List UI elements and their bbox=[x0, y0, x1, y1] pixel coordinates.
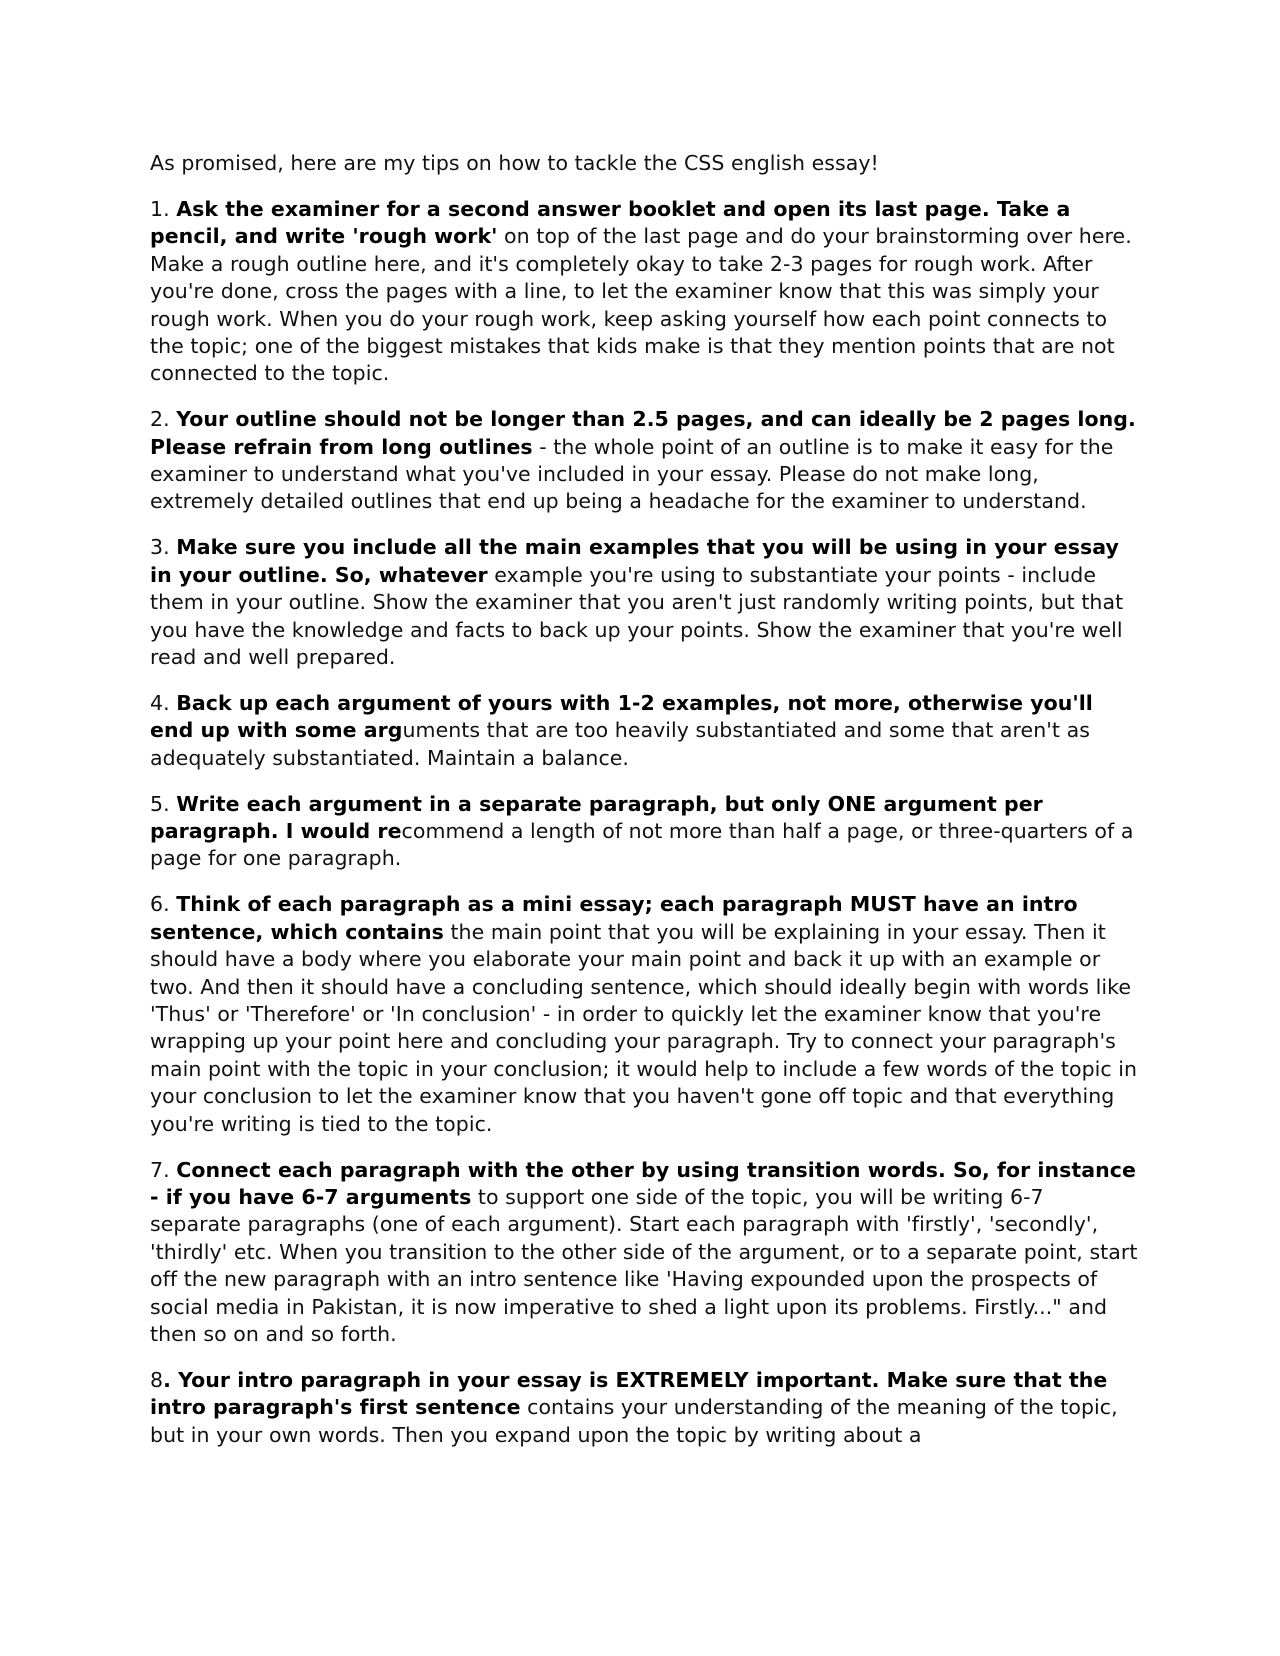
tip-bold-text: Write each argument in a separate paragraph, but only ONE argument per paragraph. I would re bbox=[150, 791, 1043, 844]
tip-body-text: contains your understanding of the meaning of the topic, but in your own words. Then you expand upon the topic by writing about a bbox=[150, 1395, 1118, 1447]
tip-number: 4. bbox=[150, 690, 170, 715]
tip-paragraph-7 bbox=[150, 1157, 1140, 1349]
tip-bold-text: Make sure you include all the main examples that you will be using in your essay in your outline. So, whatever bbox=[150, 535, 1119, 587]
tip-paragraph-8 bbox=[150, 1367, 1140, 1449]
tip-bold-text: Ask the examiner for a second answer booklet and open its last page. Take a pencil, and write 'rough work' bbox=[150, 196, 1071, 249]
tip-paragraph-4 bbox=[150, 690, 1140, 772]
tip-bold-text: Your outline should not be longer than 2.5 pages, and can ideally be 2 pages long. Please refrain from long outlines bbox=[150, 407, 1136, 459]
tip-body-text: the main point that you will be explaining in your essay. Then it should have a body where you elaborate your main point and back it up with an example or two. And then it should have a concluding sentence, which should ideally begin with words like 'Thus' or 'Therefore' or 'In conclusion' - in order to quickly let the examiner know that you're wrapping up your point here and concluding your paragraph. Try to connect your paragraph's main point with the topic in your conclusion; it would help to include a few words of the topic in your conclusion to let the examiner know that you haven't gone off topic and that everything you're writing is tied to the topic. bbox=[150, 919, 1138, 1136]
tip-number: 7. bbox=[150, 1157, 170, 1182]
tip-body-text: commend a length of not more than half a page, or three-quarters of a page for one paragraph. bbox=[150, 819, 1134, 871]
tip-bold-text: Back up each argument of yours with 1-2 examples, not more, otherwise you'll end up with some arg bbox=[150, 690, 1093, 743]
tip-number: 6. bbox=[150, 892, 170, 917]
tip-body-text: on top of the last page and do your brainstorming over here. Make a rough outline here, and it's completely okay to take 2-3 pages for rough work. After you're done, cross the pages with a line, to let the examiner know that this was simply your rough work. When you do your rough work, keep asking yourself how each point connects to the topic; one of the biggest mistakes that kids make is that they mention points that are not connected to the topic. bbox=[150, 224, 1132, 386]
tip-body-text: example you're using to substantiate your points - include them in your outline. Show the examiner that you aren't just randomly writing points, but that you have the knowledge and facts to back up your points. Show the examiner that you're well read and well prepared. bbox=[150, 562, 1124, 669]
tip-paragraph-3 bbox=[150, 534, 1140, 671]
tip-bold-text: Think of each paragraph as a mini essay; each paragraph MUST have an intro sentence, which contains bbox=[150, 892, 1078, 944]
tip-bold-text: Connect each paragraph with the other by using transition words. So, for instance - if you have 6-7 arguments bbox=[150, 1157, 1136, 1209]
tip-number: 5. bbox=[150, 791, 170, 816]
tip-number: 8 bbox=[150, 1367, 164, 1392]
tip-paragraph-1 bbox=[150, 196, 1140, 388]
tip-bold-text: . Your intro paragraph in your essay is EXTREMELY important. Make sure that the intro paragraph's first sentence bbox=[150, 1367, 1108, 1420]
tip-paragraph-2 bbox=[150, 406, 1140, 516]
tip-number: 1. bbox=[150, 196, 170, 221]
tip-body-text: - the whole point of an outline is to make it easy for the examiner to understand what you've included in your essay. Please do not make long, extremely detailed outlines that end up being a headache for the examiner to understand. bbox=[150, 434, 1114, 514]
tip-paragraph-5 bbox=[150, 791, 1140, 873]
document-body bbox=[150, 150, 1140, 1468]
intro-paragraph: As promised, here are my tips on how to tackle the CSS english essay! bbox=[150, 151, 879, 175]
tip-body-text: uments that are too heavily substantiated and some that aren't as adequately substantiated. Maintain a balance. bbox=[150, 718, 1090, 770]
tip-number: 3. bbox=[150, 535, 170, 560]
tip-body-text: to support one side of the topic, you will be writing 6-7 separate paragraphs (one of each argument). Start each paragraph with 'firstly', 'secondly', 'thirdly' etc. When you transition to the other side of the argument, or to a separate point, start off the new paragraph with an intro sentence like 'Having expounded upon the prospects of social media in Pakistan, it is now imperative to shed a light upon its problems. Firstly..." and then so on and so forth. bbox=[150, 1184, 1138, 1346]
tip-number: 2. bbox=[150, 407, 170, 432]
tip-paragraph-6 bbox=[150, 891, 1140, 1138]
